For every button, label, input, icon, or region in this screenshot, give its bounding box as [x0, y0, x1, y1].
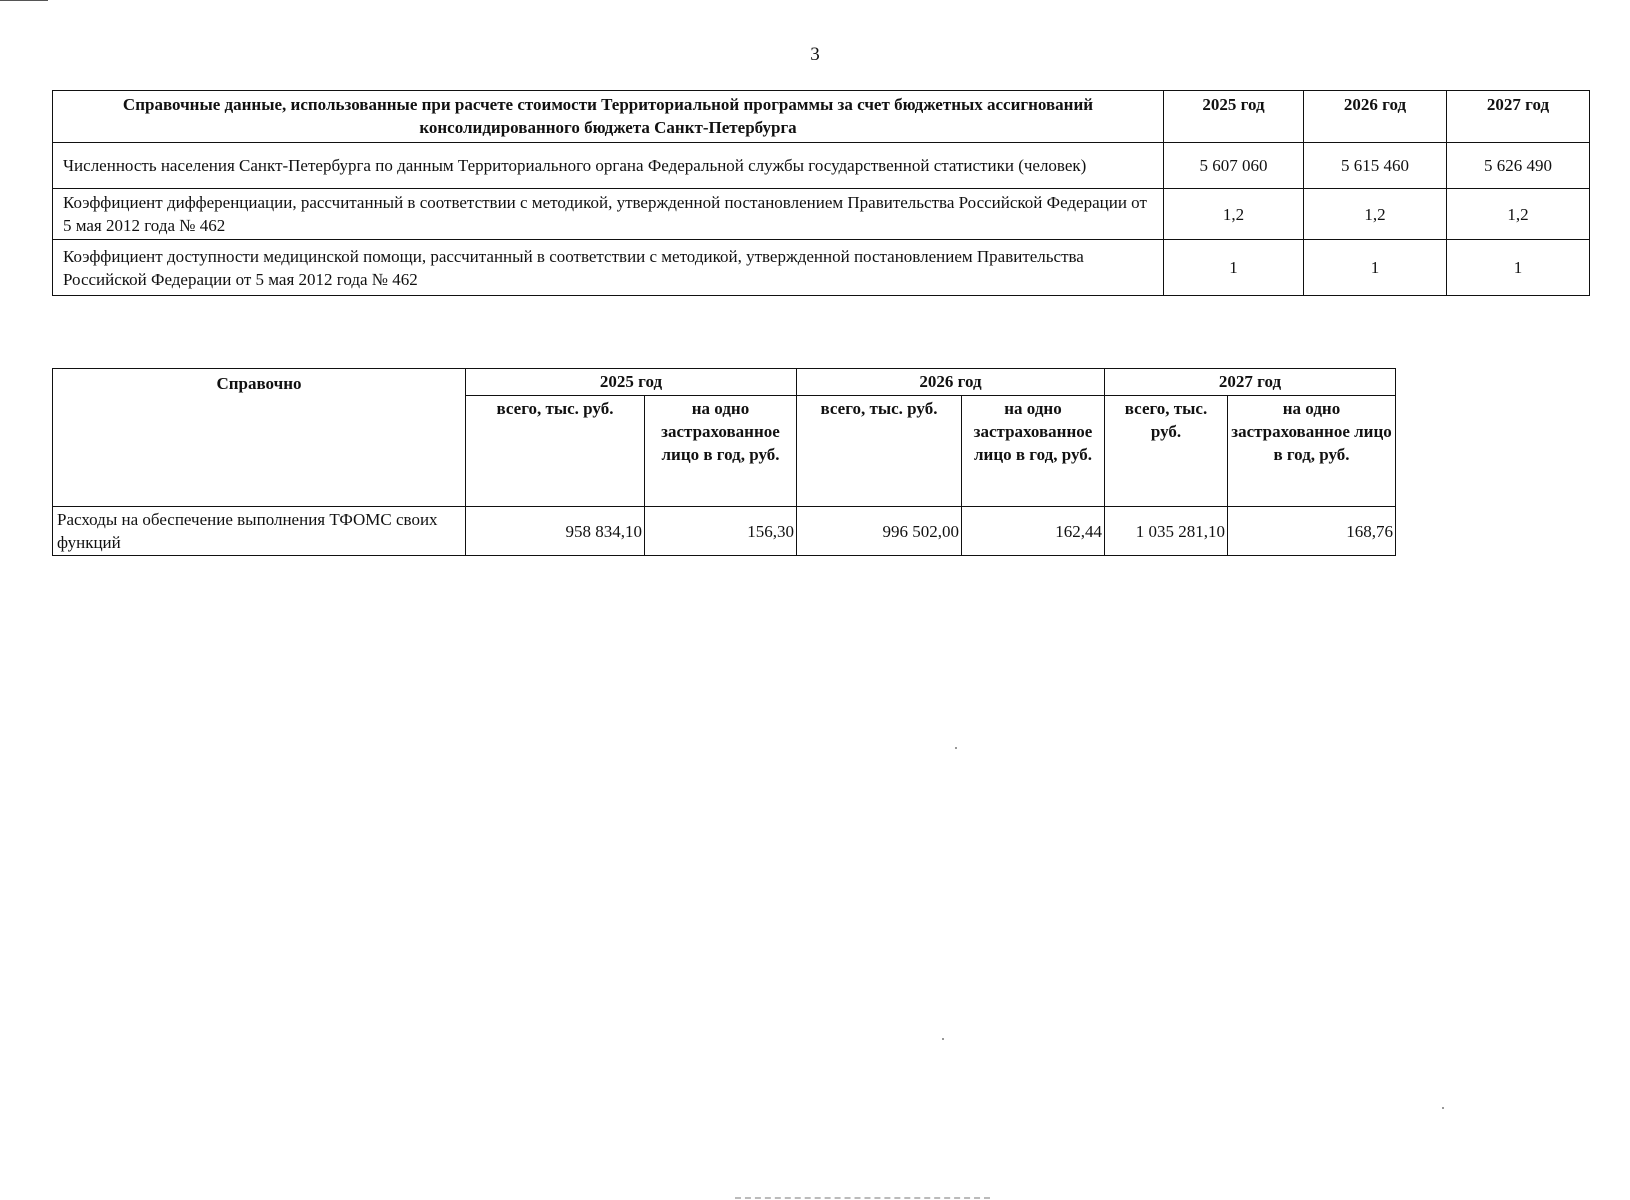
row-label-differentiation-coefficient: Коэффициент дифференциации, рассчитанный в соответствии с методикой, утвержденной постановлением Правительства Российской Федерации от 5 мая 2012 года № 462 — [53, 189, 1164, 240]
subheader-total-2026: всего, тыс. руб. — [797, 396, 962, 507]
differentiation-coefficient-2027: 1,2 — [1447, 189, 1590, 240]
table-row — [53, 240, 1590, 296]
row-label-accessibility-coefficient: Коэффициент доступности медицинской помощи, рассчитанный в соответствии с методикой, утвержденной постановлением Правительства Российской Федерации от 5 мая 2012 года № 462 — [53, 240, 1164, 296]
tfoms-total-2027: 1 035 281,10 — [1105, 507, 1228, 556]
subheader-total-2027: всего, тыс. руб. — [1105, 396, 1228, 507]
reference-table-header-description: Справочные данные, использованные при расчете стоимости Территориальной программы за счет бюджетных ассигнований консолидированного бюджета Санкт-Петербурга — [53, 91, 1164, 143]
tfoms-total-2025: 958 834,10 — [466, 507, 645, 556]
subheader-per-insured-2027: на одно застрахованное лицо в год, руб. — [1228, 396, 1396, 507]
table-row — [53, 143, 1590, 189]
tfoms-per-insured-2025: 156,30 — [645, 507, 797, 556]
subheader-per-insured-2026: на одно застрахованное лицо в год, руб. — [962, 396, 1105, 507]
reference-table-header-row — [53, 91, 1590, 143]
scan-speck — [1442, 1107, 1444, 1109]
reference-table-header-year-2026: 2026 год — [1304, 91, 1447, 143]
tfoms-expenses-table — [52, 368, 1396, 556]
scan-corner-mark — [0, 0, 48, 1]
reference-table-header-year-2025: 2025 год — [1164, 91, 1304, 143]
scan-speck — [942, 1038, 944, 1040]
expenses-table-header-year-2027: 2027 год — [1105, 369, 1396, 396]
expenses-table-year-row — [53, 369, 1396, 396]
differentiation-coefficient-2025: 1,2 — [1164, 189, 1304, 240]
table-row — [53, 189, 1590, 240]
row-label-tfoms-expenses: Расходы на обеспечение выполнения ТФОМС своих функций — [53, 507, 466, 556]
subheader-total-2025: всего, тыс. руб. — [466, 396, 645, 507]
reference-data-table — [52, 90, 1590, 296]
table-row — [53, 507, 1396, 556]
population-2026: 5 615 460 — [1304, 143, 1447, 189]
tfoms-total-2026: 996 502,00 — [797, 507, 962, 556]
accessibility-coefficient-2026: 1 — [1304, 240, 1447, 296]
expenses-table-header-year-2026: 2026 год — [797, 369, 1105, 396]
expenses-table-header-label: Справочно — [53, 369, 466, 507]
population-2025: 5 607 060 — [1164, 143, 1304, 189]
page-number: 3 — [810, 44, 820, 65]
population-2027: 5 626 490 — [1447, 143, 1590, 189]
tfoms-per-insured-2026: 162,44 — [962, 507, 1105, 556]
accessibility-coefficient-2027: 1 — [1447, 240, 1590, 296]
scan-artifact-line — [735, 1197, 990, 1199]
scan-speck — [955, 747, 957, 749]
subheader-per-insured-2025: на одно застрахованное лицо в год, руб. — [645, 396, 797, 507]
reference-table-header-year-2027: 2027 год — [1447, 91, 1590, 143]
expenses-table-header-year-2025: 2025 год — [466, 369, 797, 396]
differentiation-coefficient-2026: 1,2 — [1304, 189, 1447, 240]
row-label-population: Численность населения Санкт-Петербурга по данным Территориального органа Федеральной службы государственной статистики (человек) — [53, 143, 1164, 189]
accessibility-coefficient-2025: 1 — [1164, 240, 1304, 296]
tfoms-per-insured-2027: 168,76 — [1228, 507, 1396, 556]
